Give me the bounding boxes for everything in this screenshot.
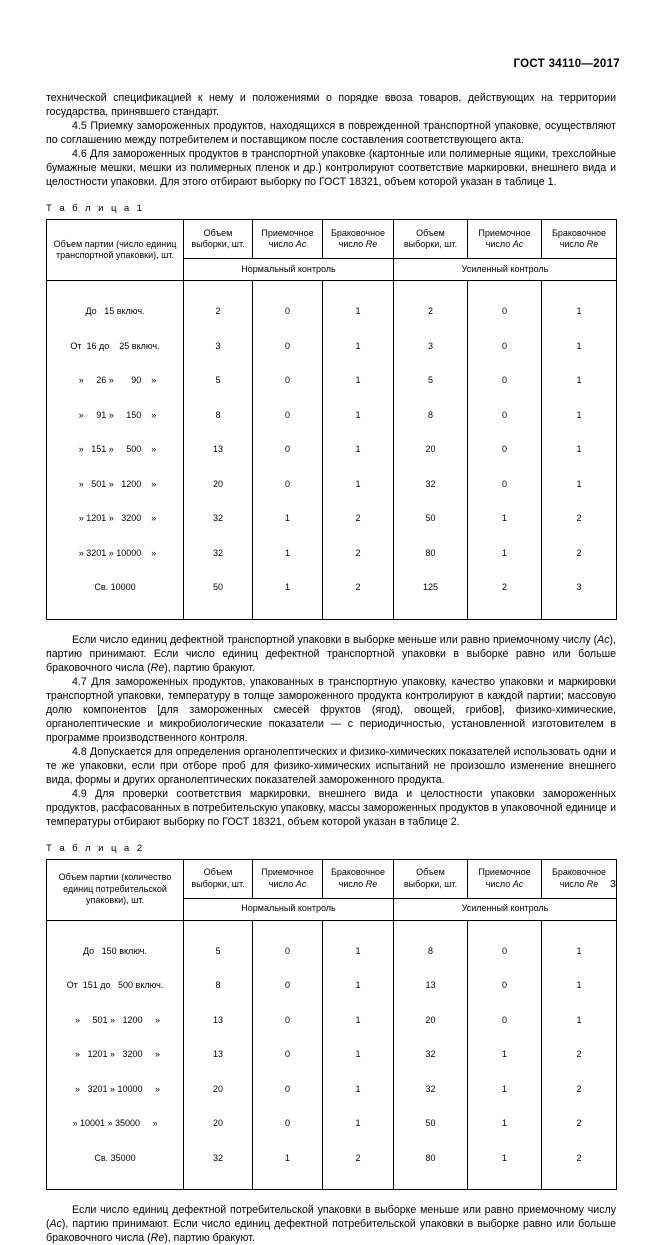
col-head-line1: Объем bbox=[416, 227, 445, 238]
value: 2 bbox=[576, 1083, 582, 1094]
value: 3 bbox=[427, 340, 433, 351]
stub-line: » 1201 » 3200 » bbox=[69, 1049, 161, 1059]
table-1-col-3 bbox=[323, 220, 394, 259]
paragraph-4-5: 4.5 Приемку замороженных продуктов, находящихся в поврежденной транспортной упаковке, осуществляют по соглашению между потребителем и поставщиком после составления соответствующего акта. bbox=[46, 120, 616, 146]
value: 20 bbox=[212, 478, 223, 489]
stub-line: » 151 » 500 » bbox=[73, 444, 157, 454]
page-content bbox=[46, 91, 616, 1245]
text-part-b: ), партию принимают. Если число единиц дефектной потребительской упаковки в выборке равно или больше браковочного числа ( bbox=[46, 1218, 616, 1244]
value: 1 bbox=[501, 1083, 507, 1094]
value: 1 bbox=[284, 582, 290, 592]
table-2-group-reinforced: Усиленный контроль bbox=[394, 898, 617, 920]
value: 1 bbox=[355, 444, 361, 454]
stub-line: » 501 » 1200 » bbox=[73, 478, 157, 489]
paragraph-4-8: 4.8 Допускается для определения органолептических и физико-химических показателей использовать одни и те же упаковки, если при отборе проб для физико-химических испытаний не произошло изменение внешнего вида, формы и других органолептических показателей замороженного продукта. bbox=[46, 745, 616, 786]
value: 3 bbox=[215, 340, 221, 351]
value: 20 bbox=[425, 444, 436, 454]
col-head-line1: Приемочное bbox=[261, 227, 314, 238]
value: 1 bbox=[576, 340, 582, 351]
table-1-normal-re bbox=[323, 281, 394, 620]
value: 0 bbox=[284, 1118, 290, 1128]
col-head-line2: выборки, шт. bbox=[191, 239, 245, 249]
value: 2 bbox=[576, 547, 582, 558]
value: 1 bbox=[501, 1118, 507, 1128]
table-2-reinforced-volume bbox=[394, 920, 468, 1190]
col-head-symbol: Ac bbox=[295, 239, 307, 249]
col-head-line2: число bbox=[559, 878, 587, 889]
paragraph-4-9: 4.9 Для проверки соответствия маркировки, внешнего вида и целостности упаковки замороженных продуктов, расфасованных в потребительскую упаковку, массы замороженных продуктов в упаковочной единице и температуры отбирают выборку по ГОСТ 18321, объем которой указан в таблице 2. bbox=[46, 787, 616, 828]
value: 0 bbox=[284, 945, 290, 956]
stub-line: От 16 до 25 включ. bbox=[70, 340, 160, 351]
col-head-line1: Приемочное bbox=[261, 867, 314, 877]
value: 2 bbox=[355, 547, 361, 558]
value: 1 bbox=[576, 444, 582, 454]
value: 1 bbox=[355, 980, 361, 990]
value: 2 bbox=[215, 306, 221, 316]
paragraph-after-table-2 bbox=[46, 1190, 616, 1245]
value: 1 bbox=[355, 375, 361, 385]
value: 13 bbox=[212, 1049, 223, 1059]
stub-line: » 3201 » 10000 » bbox=[73, 547, 157, 558]
value: 0 bbox=[501, 444, 507, 454]
value: 1 bbox=[355, 306, 361, 316]
col-head-line2: число bbox=[268, 878, 296, 889]
paragraph-4-7: 4.7 Для замороженных продуктов, упакованных в транспортную упаковку, качество упаковки и маркировки транспортной упаковки, температуру в толще замороженного продукта контролируют в каждой партии; массовую долю компонентов [для замороженных смесей фруктов (ягод), овощей, грибов], физико-химические, органолептические и микробиологические показатели — с периодичностью, установленной изготовителем в программе производственного контроля. bbox=[46, 675, 616, 744]
stub-header-line1: Объем партии (количество bbox=[58, 872, 172, 883]
stub-line: » 26 » 90 » bbox=[73, 375, 157, 385]
col-head-symbol: Ac bbox=[512, 239, 524, 249]
value: 50 bbox=[425, 1118, 436, 1128]
value: 8 bbox=[427, 409, 433, 420]
table-2-caption: Т а б л и ц а 2 bbox=[46, 842, 145, 854]
value: 1 bbox=[355, 1118, 361, 1128]
col-head-line2: число bbox=[338, 239, 366, 249]
value: 1 bbox=[576, 409, 582, 420]
value: 0 bbox=[501, 478, 507, 489]
table-1-normal-ac bbox=[253, 281, 323, 620]
page-number: 3 bbox=[610, 878, 616, 890]
value: 0 bbox=[284, 409, 290, 420]
stub-line: » 3201 » 10000 » bbox=[69, 1083, 161, 1094]
value: 1 bbox=[284, 1152, 290, 1163]
value: 8 bbox=[215, 980, 221, 990]
value: 1 bbox=[501, 513, 507, 523]
value: 0 bbox=[284, 340, 290, 351]
value: 0 bbox=[501, 409, 507, 420]
value: 50 bbox=[212, 582, 223, 592]
value: 2 bbox=[501, 582, 507, 592]
value: 2 bbox=[355, 1152, 361, 1163]
value: 0 bbox=[501, 375, 507, 385]
value: 0 bbox=[284, 306, 290, 316]
col-head-line1: Объем bbox=[203, 867, 233, 877]
value: 32 bbox=[212, 1152, 223, 1163]
value: 0 bbox=[284, 980, 290, 990]
col-head-line1: Приемочное bbox=[478, 227, 531, 238]
table-1-reinforced-volume bbox=[394, 281, 468, 620]
value: 0 bbox=[501, 945, 507, 956]
stub-line: » 1201 » 3200 » bbox=[73, 513, 157, 523]
value: 20 bbox=[212, 1083, 223, 1094]
value: 1 bbox=[576, 1014, 582, 1025]
table-1-col-1 bbox=[184, 220, 253, 259]
col-head-line1: Объем bbox=[203, 227, 233, 238]
stub-line: От 151 до 500 включ. bbox=[66, 980, 164, 990]
col-head-symbol: Re bbox=[586, 878, 599, 889]
value: 13 bbox=[212, 444, 223, 454]
table-1-caption: Т а б л и ц а 1 bbox=[46, 203, 145, 214]
value: 0 bbox=[284, 1083, 290, 1094]
table-1-col-6 bbox=[542, 220, 617, 259]
value: 1 bbox=[576, 980, 582, 990]
table-2-normal-ac bbox=[253, 920, 323, 1190]
value: 0 bbox=[284, 444, 290, 454]
table-2-normal-re bbox=[323, 920, 394, 1190]
value: 1 bbox=[284, 547, 290, 558]
value: 0 bbox=[501, 306, 507, 316]
symbol-re: Re bbox=[150, 661, 165, 674]
table-1-body-row bbox=[47, 281, 617, 620]
col-head-symbol: Ac bbox=[512, 878, 524, 889]
table-1-stub-header: Объем партии (число единиц транспортной упаковки), шт. bbox=[47, 220, 184, 281]
col-head-line1: Приемочное bbox=[478, 867, 531, 877]
value: 0 bbox=[501, 980, 507, 990]
value: 1 bbox=[284, 513, 290, 523]
value: 1 bbox=[501, 1049, 507, 1059]
table-1-reinforced-re bbox=[542, 281, 617, 620]
table-1-group-reinforced: Усиленный контроль bbox=[394, 259, 617, 281]
value: 2 bbox=[576, 1152, 582, 1163]
value: 1 bbox=[355, 1049, 361, 1059]
value: 0 bbox=[284, 478, 290, 489]
value: 5 bbox=[215, 945, 221, 956]
value: 1 bbox=[576, 375, 582, 385]
text-part-a: Если число единиц дефектной транспортной упаковки в выборке меньше или равно приемочному числу ( bbox=[72, 633, 598, 646]
stub-header-line3: упаковки), шт. bbox=[85, 895, 144, 906]
value: 5 bbox=[427, 375, 433, 385]
table-1-normal-volume bbox=[184, 281, 253, 620]
table-2-reinforced-re bbox=[542, 920, 617, 1190]
col-head-line2: выборки, шт. bbox=[191, 878, 245, 889]
value: 1 bbox=[355, 1083, 361, 1094]
value: 2 bbox=[576, 513, 582, 523]
value: 13 bbox=[425, 980, 436, 990]
value: 8 bbox=[427, 945, 433, 956]
stub-line: » 91 » 150 » bbox=[73, 409, 157, 420]
col-head-line2: число bbox=[485, 878, 513, 889]
value: 1 bbox=[355, 340, 361, 351]
col-head-line2: выборки, шт. bbox=[403, 878, 458, 889]
col-head-line2: число bbox=[559, 239, 587, 249]
value: 80 bbox=[425, 547, 436, 558]
value: 125 bbox=[422, 582, 439, 592]
table-1-col-5 bbox=[468, 220, 542, 259]
stub-line: » 10001 » 35000 » bbox=[72, 1118, 158, 1128]
value: 32 bbox=[425, 1049, 436, 1059]
symbol-re: Re bbox=[150, 1232, 165, 1244]
col-head-symbol: Ac bbox=[295, 878, 307, 889]
value: 5 bbox=[215, 375, 221, 385]
col-head-line2: число bbox=[268, 239, 296, 249]
value: 1 bbox=[501, 1152, 507, 1163]
col-head-line2: число bbox=[338, 878, 366, 889]
col-head-line1: Браковочное bbox=[330, 867, 386, 877]
value: 0 bbox=[284, 1049, 290, 1059]
value: 1 bbox=[501, 547, 507, 558]
value: 20 bbox=[212, 1118, 223, 1128]
col-head-line1: Браковочное bbox=[330, 227, 386, 238]
table-2-normal-volume bbox=[184, 920, 253, 1190]
value: 3 bbox=[576, 582, 582, 592]
table-2-reinforced-ac bbox=[468, 920, 542, 1190]
text-part-c: ), партию бракуют. bbox=[164, 661, 255, 674]
table-1-group-normal: Нормальный контроль bbox=[184, 259, 394, 281]
standard-header: ГОСТ 34110—2017 bbox=[513, 58, 620, 70]
value: 1 bbox=[355, 1014, 361, 1025]
value: 2 bbox=[355, 513, 361, 523]
value: 2 bbox=[576, 1049, 582, 1059]
stub-line: До 15 включ. bbox=[85, 306, 145, 316]
col-head-line2: выборки, шт. bbox=[403, 239, 458, 249]
table-1 bbox=[46, 219, 617, 620]
col-head-line1: Браковочное bbox=[551, 867, 607, 877]
table-1-col-4 bbox=[394, 220, 468, 259]
value: 0 bbox=[501, 340, 507, 351]
value: 1 bbox=[355, 409, 361, 420]
paragraph-continued: технической спецификацией к нему и положениями о порядке ввоза товаров, действующих на территории государства, принявшего стандарт. bbox=[46, 92, 616, 118]
text-part-c: ), партию бракуют. bbox=[164, 1232, 255, 1244]
value: 1 bbox=[576, 478, 582, 489]
col-head-symbol: Re bbox=[365, 878, 378, 889]
value: 32 bbox=[425, 1083, 436, 1094]
stub-line: » 501 » 1200 » bbox=[69, 1014, 161, 1025]
table-1-header-row bbox=[47, 220, 617, 259]
value: 13 bbox=[212, 1014, 223, 1025]
value: 1 bbox=[576, 945, 582, 956]
stub-line: Св. 35000 bbox=[94, 1152, 136, 1163]
stub-line: Св. 10000 bbox=[94, 582, 136, 592]
col-head-symbol: Re bbox=[586, 239, 599, 249]
value: 1 bbox=[576, 306, 582, 316]
col-head-line1: Объем bbox=[416, 867, 445, 877]
value: 1 bbox=[355, 478, 361, 489]
text-part-a: Если число единиц дефектной потребительской упаковки в выборке меньше или равно приемочному числу ( bbox=[46, 1204, 616, 1230]
paragraph-4-6: 4.6 Для замороженных продуктов в транспортной упаковке (картонные или полимерные ящики, трехслойные бумажные мешки, мешки из полимерных пленок и др.) контролируют соответствие маркировки, внешнего вида и целостности упаковки. Для этого отбирают выборку по ГОСТ 18321, объем которой указан в таблице 1. bbox=[46, 148, 616, 188]
value: 0 bbox=[284, 1014, 290, 1025]
table-2-group-normal: Нормальный контроль bbox=[184, 898, 394, 920]
table-2 bbox=[46, 859, 617, 1191]
col-head-symbol: Re bbox=[365, 239, 378, 249]
value: 8 bbox=[215, 409, 221, 420]
table-1-col-2 bbox=[253, 220, 323, 259]
text-part-b: ), партию принимают. Если число единиц дефектной транспортной упаковки в выборке равно или больше браковочного числа ( bbox=[46, 633, 616, 674]
table-2-body-row bbox=[47, 920, 617, 1190]
table-1-reinforced-ac bbox=[468, 281, 542, 620]
symbol-ac: Ac bbox=[49, 1218, 62, 1230]
value: 1 bbox=[355, 945, 361, 956]
col-head-line2: число bbox=[485, 239, 513, 249]
stub-header-line2: единиц потребительской bbox=[63, 883, 167, 894]
value: 2 bbox=[355, 582, 361, 592]
stub-line: До 150 включ. bbox=[82, 945, 148, 956]
value: 2 bbox=[576, 1118, 582, 1128]
table-1-stub-cells bbox=[47, 281, 184, 620]
value: 50 bbox=[425, 513, 436, 523]
value: 0 bbox=[284, 375, 290, 385]
value: 80 bbox=[425, 1152, 436, 1163]
value: 32 bbox=[212, 513, 223, 523]
paragraph-after-table-1 bbox=[46, 620, 616, 675]
symbol-ac: Ac bbox=[597, 633, 610, 646]
col-head-line1: Браковочное bbox=[551, 227, 607, 238]
value: 0 bbox=[501, 1014, 507, 1025]
value: 32 bbox=[425, 478, 436, 489]
table-2-stub-cells bbox=[47, 920, 184, 1190]
value: 2 bbox=[427, 306, 433, 316]
value: 32 bbox=[212, 547, 223, 558]
value: 20 bbox=[425, 1014, 436, 1025]
